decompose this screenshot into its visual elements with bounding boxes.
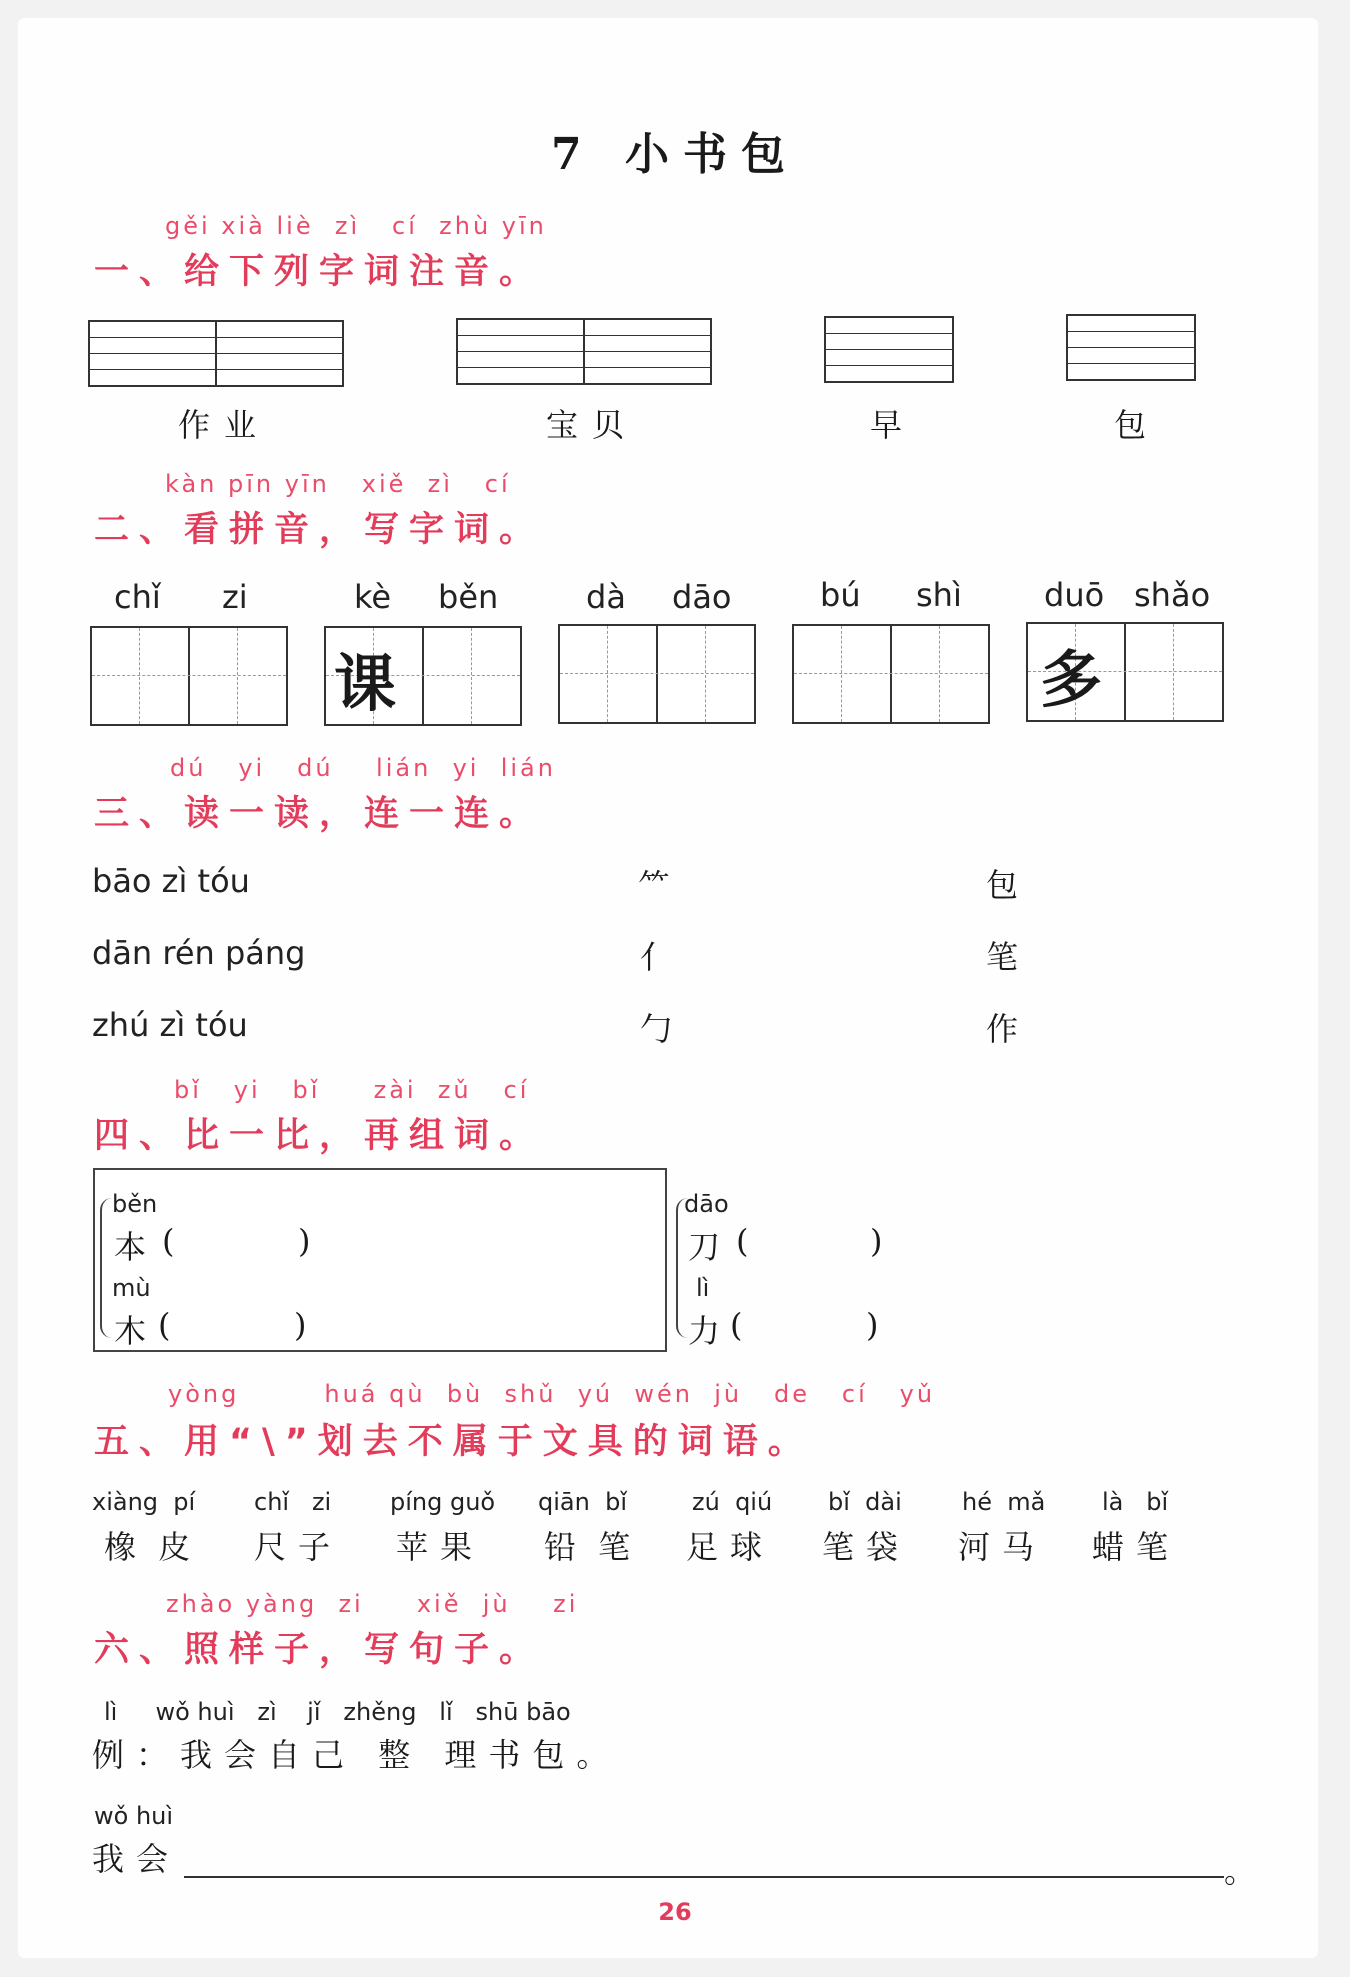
radical-pinyin: bāo zì tóu xyxy=(92,862,250,900)
section-3-heading: 三、读一读，连一连。 xyxy=(94,794,545,834)
writing-grid[interactable] xyxy=(558,624,756,724)
stationery-word[interactable]: 足球 xyxy=(686,1528,775,1566)
radical[interactable]: 勹 xyxy=(640,1010,673,1048)
prompt-start: 我会 xyxy=(92,1840,181,1878)
lesson-title: 7 小书包 xyxy=(551,129,799,180)
stationery-word[interactable]: 橡 皮 xyxy=(104,1528,197,1566)
match-character[interactable]: 包 xyxy=(986,866,1019,904)
prompt-pinyin: wǒ huì xyxy=(94,1802,174,1830)
writing-grid[interactable] xyxy=(1026,622,1224,722)
close-paren: ) xyxy=(298,1222,311,1260)
grid-pinyin: kè xyxy=(354,578,392,616)
compare-box xyxy=(93,1168,667,1352)
match-character[interactable]: 作 xyxy=(986,1010,1019,1048)
pinyin-box[interactable] xyxy=(88,320,344,387)
page-number: 26 xyxy=(658,1898,692,1926)
stationery-word[interactable]: 河马 xyxy=(958,1528,1047,1566)
section-4-pinyin: bǐ yi bǐ zài zǔ cí xyxy=(174,1076,530,1104)
radical-pinyin: zhú zì tóu xyxy=(92,1006,248,1044)
compare-pinyin: lì xyxy=(696,1274,710,1302)
radical[interactable]: ⺮ xyxy=(638,866,671,904)
stationery-word[interactable]: 苹果 xyxy=(396,1528,485,1566)
word-pinyin: xiàng pí xyxy=(92,1488,196,1516)
open-paren: ( xyxy=(158,1306,171,1344)
brace-left xyxy=(100,1198,112,1338)
given-character: 多 xyxy=(1040,643,1103,716)
close-paren: ) xyxy=(866,1306,879,1344)
word-pinyin: qiān bǐ xyxy=(538,1488,627,1516)
word-label: 早 xyxy=(870,406,917,444)
word-pinyin: bǐ dài xyxy=(828,1488,902,1516)
brace-right xyxy=(676,1198,688,1338)
pinyin-box[interactable] xyxy=(1066,314,1196,381)
match-character[interactable]: 笔 xyxy=(986,938,1019,976)
word-label: 作业 xyxy=(178,406,271,444)
section-3-pinyin: dú yi dú lián yi lián xyxy=(170,754,556,782)
word-pinyin: chǐ zi xyxy=(254,1488,332,1516)
grid-pinyin: běn xyxy=(438,578,499,616)
radical-pinyin: dān rén páng xyxy=(92,934,306,972)
stationery-word[interactable]: 尺子 xyxy=(254,1528,343,1566)
example-pinyin: lì wǒ huì zì jǐ zhěng lǐ shū bāo xyxy=(104,1698,571,1726)
writing-grid[interactable] xyxy=(90,626,288,726)
stationery-word[interactable]: 铅 笔 xyxy=(544,1528,637,1566)
open-paren: ( xyxy=(162,1222,175,1260)
section-2-heading: 二、看拼音，写字词。 xyxy=(94,510,545,550)
word-label: 宝贝 xyxy=(546,406,639,444)
section-2-pinyin: kàn pīn yīn xiě zì cí xyxy=(165,470,511,498)
compare-pinyin: dāo xyxy=(684,1190,729,1218)
grid-pinyin: shǎo xyxy=(1134,576,1211,614)
section-5-pinyin: yòng huá qù bù shǔ yú wén jù de cí yǔ xyxy=(168,1380,936,1408)
section-1-pinyin: gěi xià liè zì cí zhù yīn xyxy=(165,212,547,240)
close-paren: ) xyxy=(294,1306,307,1344)
grid-pinyin: bú xyxy=(820,576,861,614)
pinyin-box[interactable] xyxy=(824,316,954,383)
word-label: 包 xyxy=(1114,406,1161,444)
grid-pinyin: dà xyxy=(586,578,626,616)
compare-pinyin: běn xyxy=(112,1190,158,1218)
grid-pinyin: shì xyxy=(916,576,962,614)
word-pinyin: là bǐ xyxy=(1102,1488,1169,1516)
compare-pinyin: mù xyxy=(112,1274,151,1302)
grid-pinyin: dāo xyxy=(672,578,732,616)
compare-character: 本 xyxy=(114,1228,147,1266)
open-paren: ( xyxy=(730,1306,743,1344)
sentence-end: 。 xyxy=(1224,1852,1257,1890)
compare-character: 木 xyxy=(114,1312,147,1350)
close-paren: ) xyxy=(870,1222,883,1260)
section-4-heading: 四、比一比，再组词。 xyxy=(94,1116,545,1156)
writing-grid[interactable] xyxy=(792,624,990,724)
pinyin-box[interactable] xyxy=(456,318,712,385)
example-sentence: 例：我会自己 整 理书包。 xyxy=(92,1736,621,1774)
open-paren: ( xyxy=(736,1222,749,1260)
section-5-heading: 五、用“\”划去不属于文具的词语。 xyxy=(94,1422,813,1462)
grid-pinyin: duō xyxy=(1044,576,1105,614)
section-6-pinyin: zhào yàng zi xiě jù zi xyxy=(166,1590,579,1618)
word-pinyin: zú qiú xyxy=(692,1488,773,1516)
radical[interactable]: 亻 xyxy=(640,938,673,976)
compare-character: 刀 xyxy=(688,1228,721,1266)
stationery-word[interactable]: 笔袋 xyxy=(822,1528,911,1566)
grid-pinyin: zi xyxy=(222,578,248,616)
grid-pinyin: chǐ xyxy=(114,578,161,616)
writing-grid[interactable] xyxy=(324,626,522,726)
word-pinyin: píng guǒ xyxy=(390,1488,496,1516)
stationery-word[interactable]: 蜡笔 xyxy=(1092,1528,1181,1566)
section-1-heading: 一、给下列字词注音。 xyxy=(94,252,545,292)
answer-line[interactable] xyxy=(184,1876,1224,1878)
section-6-heading: 六、照样子，写句子。 xyxy=(94,1630,545,1670)
compare-character: 力 xyxy=(688,1312,721,1350)
given-character: 课 xyxy=(334,647,397,720)
word-pinyin: hé mǎ xyxy=(962,1488,1046,1516)
